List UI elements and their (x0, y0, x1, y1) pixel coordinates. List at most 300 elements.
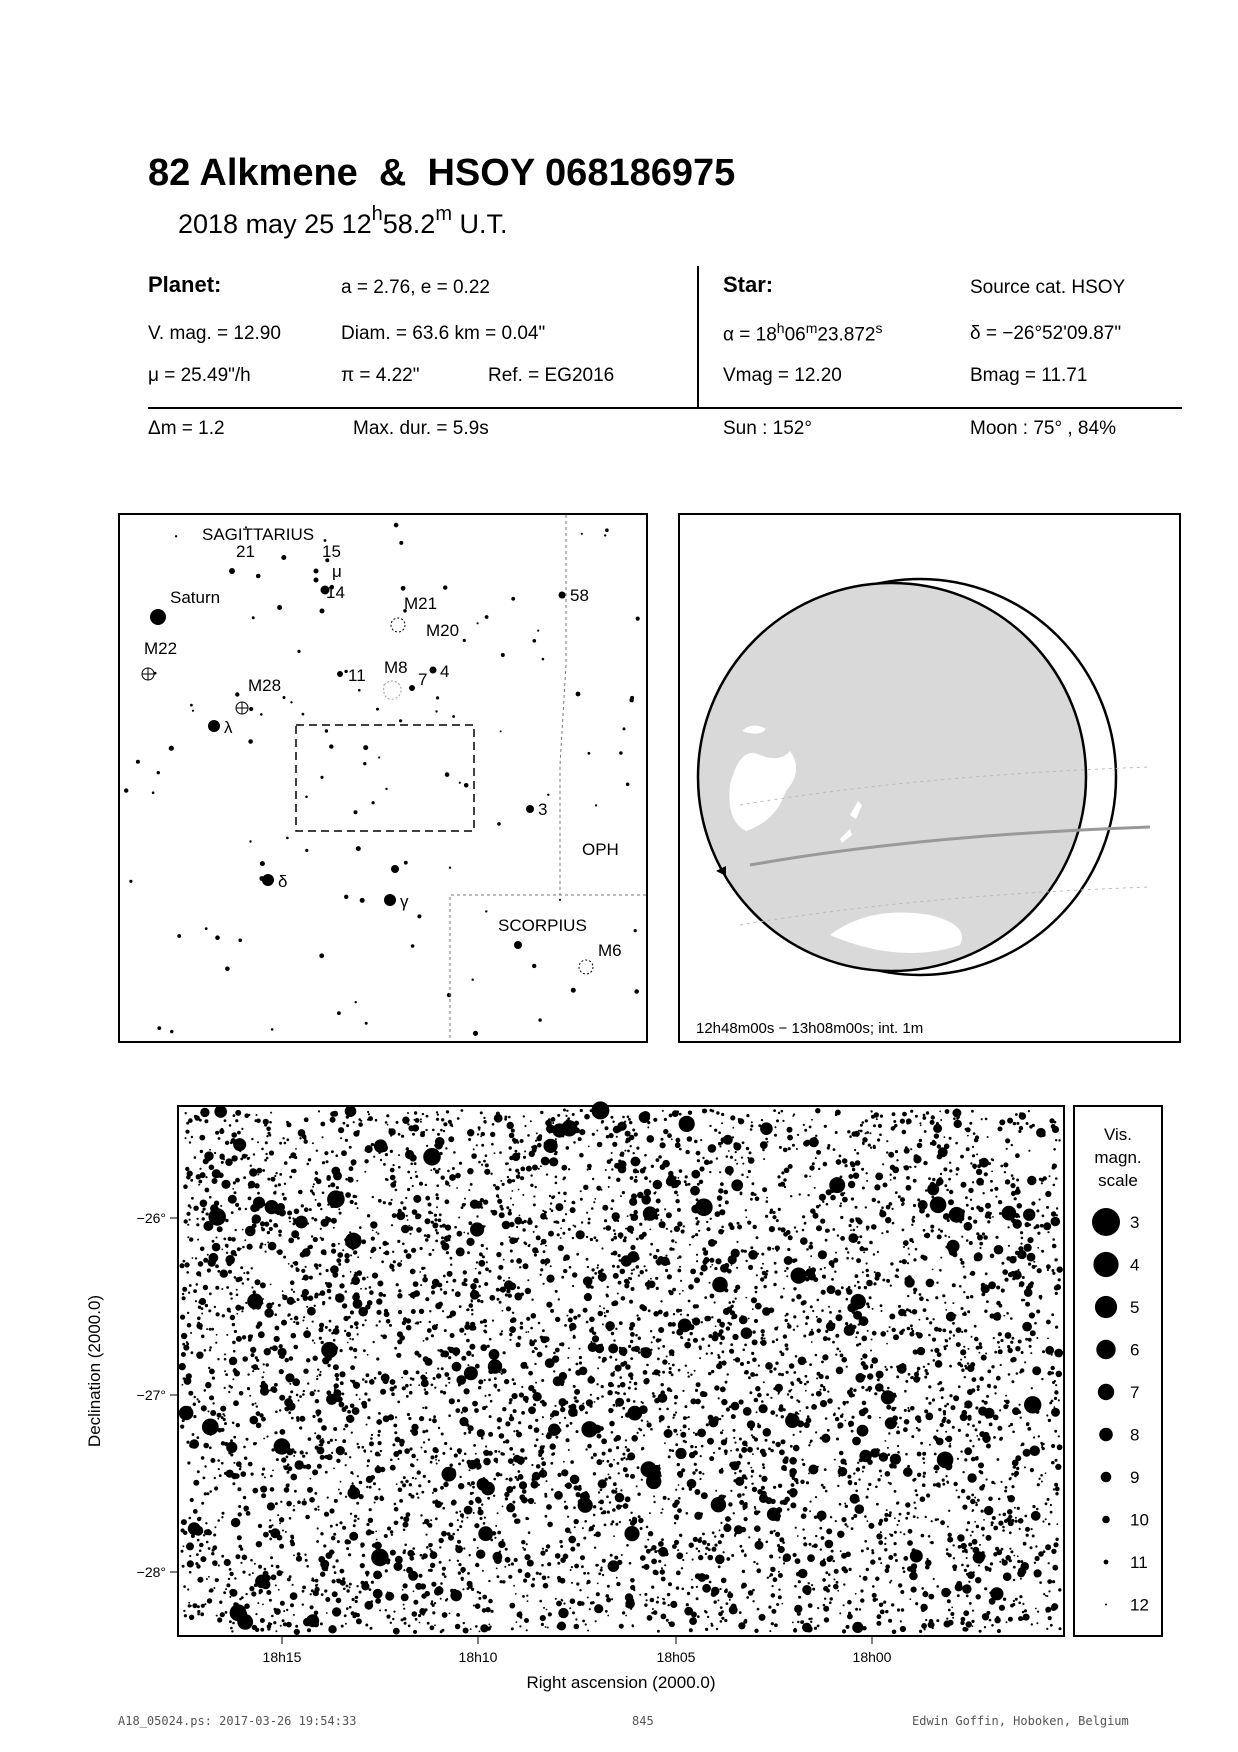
field-star (258, 1565, 262, 1569)
field-star (477, 1429, 485, 1437)
field-star (879, 1417, 881, 1419)
field-star (866, 1226, 870, 1230)
field-star (528, 1425, 533, 1430)
field-star (419, 1416, 424, 1421)
field-star (832, 1560, 835, 1563)
table-rule (148, 407, 1182, 409)
field-star (604, 1315, 607, 1318)
field-star (235, 1254, 238, 1257)
field-star (290, 1318, 292, 1320)
field-star (1052, 1580, 1055, 1583)
field-star (797, 1535, 799, 1537)
field-star (197, 1610, 200, 1613)
field-star (419, 1182, 423, 1186)
field-star (757, 1424, 761, 1428)
field-star (750, 1467, 752, 1469)
field-star (352, 1248, 355, 1251)
field-star (541, 1623, 544, 1626)
field-star (561, 1120, 577, 1136)
field-star (354, 1519, 357, 1522)
field-star (948, 1236, 950, 1238)
field-star (407, 1550, 414, 1557)
field-star (286, 1456, 289, 1459)
field-star (236, 1423, 240, 1427)
field-star (270, 1487, 275, 1492)
field-star (569, 1531, 571, 1533)
field-star (440, 1630, 443, 1633)
field-star (960, 1364, 963, 1367)
field-star (265, 1141, 268, 1144)
field-star (695, 1433, 698, 1436)
field-star (629, 1198, 637, 1206)
field-star (631, 1269, 633, 1271)
field-star (889, 1581, 891, 1583)
field-star (274, 1184, 277, 1187)
field-star (887, 1387, 890, 1390)
field-star (480, 1344, 487, 1351)
field-star (233, 1400, 239, 1406)
field-star (888, 1555, 893, 1560)
field-star (464, 1388, 470, 1394)
field-star (304, 1207, 309, 1212)
field-star (322, 1303, 325, 1306)
field-star (291, 1230, 299, 1238)
field-star (953, 1334, 955, 1336)
field-star (503, 1441, 506, 1444)
field-star (788, 1235, 793, 1240)
field-star (246, 1438, 249, 1441)
field-star (420, 1118, 422, 1120)
field-star (826, 1203, 829, 1206)
field-star (336, 1378, 339, 1381)
field-star (691, 1579, 693, 1581)
background-star (472, 979, 474, 981)
field-star (880, 1562, 882, 1564)
field-star (714, 1600, 717, 1603)
field-star (923, 1472, 926, 1475)
field-star (208, 1410, 210, 1412)
field-star (614, 1437, 618, 1441)
field-star (327, 1599, 329, 1601)
field-star (660, 1219, 662, 1221)
field-star (878, 1540, 883, 1545)
field-star (438, 1218, 442, 1222)
field-star (469, 1303, 474, 1308)
field-star (283, 1197, 287, 1201)
field-star (808, 1444, 810, 1446)
field-star (212, 1545, 217, 1550)
field-star (1018, 1518, 1024, 1524)
field-star (245, 1208, 247, 1210)
field-star (813, 1213, 819, 1219)
field-star (328, 1625, 336, 1633)
field-star (670, 1230, 672, 1232)
field-star (509, 1447, 513, 1451)
field-star (389, 1128, 391, 1130)
field-star (336, 1258, 341, 1263)
field-star (448, 1356, 451, 1359)
field-star (966, 1127, 971, 1132)
background-star (175, 535, 177, 537)
field-star (568, 1347, 570, 1349)
field-star (423, 1267, 426, 1270)
field-star (582, 1403, 584, 1405)
field-star (272, 1345, 278, 1351)
field-star (393, 1628, 400, 1635)
field-star (924, 1369, 927, 1372)
field-star (438, 1460, 440, 1462)
field-star (973, 1571, 975, 1573)
field-star (547, 1627, 549, 1629)
field-star (656, 1287, 659, 1290)
field-star (999, 1212, 1002, 1215)
field-star (471, 1325, 476, 1330)
field-star (623, 1457, 625, 1459)
field-star (872, 1593, 877, 1598)
field-star (677, 1508, 682, 1513)
field-star (1024, 1515, 1027, 1518)
field-star (677, 1194, 679, 1196)
field-star (444, 1575, 447, 1578)
field-star (952, 1426, 955, 1429)
field-star (271, 1448, 274, 1451)
field-star (378, 1371, 382, 1375)
field-star (890, 1174, 892, 1176)
field-star (644, 1265, 646, 1267)
field-star (1011, 1485, 1014, 1488)
field-star (456, 1187, 458, 1189)
field-star (1027, 1427, 1031, 1431)
field-star (634, 1382, 638, 1386)
field-star (909, 1238, 913, 1242)
field-star (486, 1248, 488, 1250)
field-star (310, 1605, 314, 1609)
field-star (452, 1362, 462, 1372)
field-star (669, 1291, 674, 1296)
field-star (812, 1310, 814, 1312)
field-star (478, 1597, 481, 1600)
scorpius-label: SCORPIUS (498, 916, 587, 935)
field-star (522, 1194, 524, 1196)
field-star (877, 1251, 879, 1253)
field-star (566, 1424, 569, 1427)
time-range-caption: 12h48m00s − 13h08m00s; int. 1m (696, 1020, 924, 1037)
star-58-label: 58 (570, 586, 589, 605)
field-star (677, 1269, 681, 1273)
field-star (618, 1160, 621, 1163)
field-star (1054, 1380, 1056, 1382)
field-star (530, 1184, 533, 1187)
field-star (847, 1475, 851, 1479)
field-star (587, 1580, 591, 1584)
field-star (240, 1158, 243, 1161)
field-star (825, 1571, 828, 1574)
field-star (345, 1139, 348, 1142)
field-star (574, 1519, 579, 1524)
field-star (279, 1370, 282, 1373)
field-star (617, 1462, 620, 1465)
field-star (639, 1223, 642, 1226)
field-star (925, 1516, 927, 1518)
field-star (503, 1280, 505, 1282)
field-star (558, 1192, 561, 1195)
field-star (381, 1260, 384, 1263)
planet-heading: Planet: (148, 272, 222, 297)
field-star (735, 1151, 737, 1153)
field-star (292, 1378, 300, 1386)
field-star (269, 1519, 271, 1521)
field-star (490, 1173, 492, 1175)
field-star (687, 1479, 697, 1489)
field-star (584, 1491, 588, 1495)
field-star (594, 1272, 597, 1275)
field-star (212, 1243, 221, 1252)
field-star (511, 1393, 517, 1399)
background-star (537, 630, 539, 632)
field-star (579, 1129, 585, 1135)
field-star (866, 1302, 869, 1305)
field-star (309, 1208, 312, 1211)
field-star (889, 1463, 894, 1468)
field-star (903, 1166, 905, 1168)
field-star (233, 1436, 236, 1439)
field-star (926, 1111, 929, 1114)
field-star (209, 1196, 212, 1199)
field-star (917, 1332, 923, 1338)
field-star (290, 1603, 294, 1607)
field-star (923, 1475, 926, 1478)
field-star (1036, 1209, 1039, 1212)
field-star (570, 1569, 572, 1571)
field-star (401, 1594, 409, 1602)
field-star (883, 1183, 888, 1188)
field-star (251, 1353, 255, 1357)
field-star (483, 1522, 486, 1525)
field-star (939, 1269, 942, 1272)
field-star (799, 1431, 801, 1433)
field-star (570, 1207, 576, 1213)
field-star (237, 1535, 242, 1540)
background-star (634, 989, 639, 994)
field-star (241, 1128, 243, 1130)
field-star (960, 1359, 962, 1361)
field-star (963, 1346, 965, 1348)
field-star (948, 1199, 954, 1205)
field-star (987, 1370, 991, 1374)
field-star (696, 1254, 698, 1256)
field-star (1047, 1227, 1049, 1229)
field-star (520, 1139, 524, 1143)
field-star (499, 1205, 502, 1208)
field-star (332, 1579, 336, 1583)
background-star (329, 744, 333, 748)
field-star (327, 1497, 329, 1499)
field-star (265, 1251, 267, 1253)
field-star (812, 1545, 814, 1547)
field-star (293, 1455, 295, 1457)
field-star (1045, 1191, 1051, 1197)
field-star (206, 1212, 209, 1215)
field-star (637, 1317, 641, 1321)
field-star (569, 1309, 574, 1314)
field-star (859, 1409, 866, 1416)
field-star (493, 1478, 496, 1481)
field-star (572, 1113, 575, 1116)
field-star (570, 1475, 580, 1485)
field-star (806, 1248, 809, 1251)
field-star (758, 1538, 761, 1541)
field-star (791, 1298, 794, 1301)
field-star (606, 1310, 609, 1313)
field-star (622, 1191, 625, 1194)
field-star (568, 1168, 570, 1170)
field-star (458, 1463, 461, 1466)
field-star (838, 1310, 841, 1313)
field-star (366, 1424, 368, 1426)
field-star (327, 1364, 330, 1367)
field-star (513, 1585, 515, 1587)
field-star (776, 1603, 779, 1606)
field-star (801, 1301, 806, 1306)
field-star (508, 1281, 510, 1283)
field-star (820, 1548, 822, 1550)
field-star (591, 1101, 609, 1119)
field-star (806, 1418, 812, 1424)
field-star (659, 1408, 662, 1411)
field-star (444, 1372, 449, 1377)
field-star (553, 1352, 556, 1355)
field-star (513, 1488, 515, 1490)
field-star (433, 1415, 436, 1418)
field-star (618, 1254, 621, 1257)
field-star (408, 1417, 411, 1420)
field-star (398, 1166, 401, 1169)
field-star (611, 1409, 614, 1412)
field-star (565, 1213, 567, 1215)
field-star (719, 1209, 725, 1215)
page-title: 82 Alkmene & HSOY 068186975 (148, 152, 736, 194)
field-star (611, 1238, 614, 1241)
field-star (397, 1401, 400, 1404)
field-star (1016, 1372, 1019, 1375)
field-star (1016, 1179, 1019, 1182)
field-star (291, 1417, 294, 1420)
field-star (835, 1182, 837, 1184)
field-star (269, 1538, 272, 1541)
field-star (509, 1339, 511, 1341)
field-star (672, 1331, 675, 1334)
field-star (629, 1562, 632, 1565)
field-star (339, 1521, 342, 1524)
field-star (702, 1540, 707, 1545)
field-star (711, 1370, 714, 1373)
field-star (621, 1416, 623, 1418)
field-star (278, 1304, 281, 1307)
field-star (636, 1265, 640, 1269)
field-star (397, 1293, 402, 1298)
field-star (772, 1585, 774, 1587)
field-star (523, 1156, 526, 1159)
field-star (628, 1345, 631, 1348)
field-star (411, 1454, 416, 1459)
field-star (940, 1423, 944, 1427)
field-star (752, 1358, 757, 1363)
field-star (360, 1563, 365, 1568)
field-star (977, 1385, 980, 1388)
field-star (1018, 1246, 1023, 1251)
field-star (794, 1628, 797, 1631)
field-star (781, 1439, 786, 1444)
field-star (466, 1309, 469, 1312)
field-star (546, 1544, 550, 1548)
field-star (719, 1171, 721, 1173)
field-star (335, 1629, 337, 1631)
star-15-label: 15 (322, 542, 341, 561)
field-star (819, 1527, 822, 1530)
field-star (779, 1404, 783, 1408)
field-star (1039, 1581, 1042, 1584)
field-star (457, 1529, 459, 1531)
field-star (1045, 1518, 1047, 1520)
field-star (462, 1459, 465, 1462)
field-star (917, 1198, 920, 1201)
field-star (225, 1141, 229, 1145)
field-star (241, 1306, 244, 1309)
field-star (699, 1471, 702, 1474)
field-star (426, 1546, 429, 1549)
field-star (520, 1326, 524, 1330)
field-star (228, 1195, 237, 1204)
field-star (514, 1217, 522, 1225)
background-star (445, 772, 450, 777)
field-star (340, 1137, 342, 1139)
field-star (867, 1415, 871, 1419)
background-star (485, 910, 487, 912)
field-star (981, 1527, 985, 1531)
field-star (947, 1482, 949, 1484)
field-star (677, 1471, 683, 1477)
field-star (450, 1333, 455, 1338)
field-star (806, 1406, 809, 1409)
background-star (532, 964, 536, 968)
field-star (348, 1553, 351, 1556)
field-star (449, 1398, 455, 1404)
field-star (808, 1473, 810, 1475)
field-star (204, 1389, 207, 1392)
field-star (251, 1267, 253, 1269)
field-star (415, 1583, 422, 1590)
field-star (229, 1568, 232, 1571)
field-star (581, 1565, 584, 1568)
field-star (248, 1197, 252, 1201)
field-star (929, 1321, 932, 1324)
field-star (190, 1332, 192, 1334)
field-star (250, 1416, 259, 1425)
field-star (766, 1393, 769, 1396)
field-star (857, 1281, 860, 1284)
field-star (605, 1169, 607, 1171)
field-star (930, 1225, 934, 1229)
field-star (782, 1120, 784, 1122)
field-star (630, 1145, 632, 1147)
field-star (235, 1554, 240, 1559)
field-star (226, 1334, 228, 1336)
field-star (950, 1612, 954, 1616)
field-star (790, 1396, 793, 1399)
field-star (821, 1434, 830, 1443)
field-star (731, 1402, 740, 1411)
field-star (404, 1448, 410, 1454)
